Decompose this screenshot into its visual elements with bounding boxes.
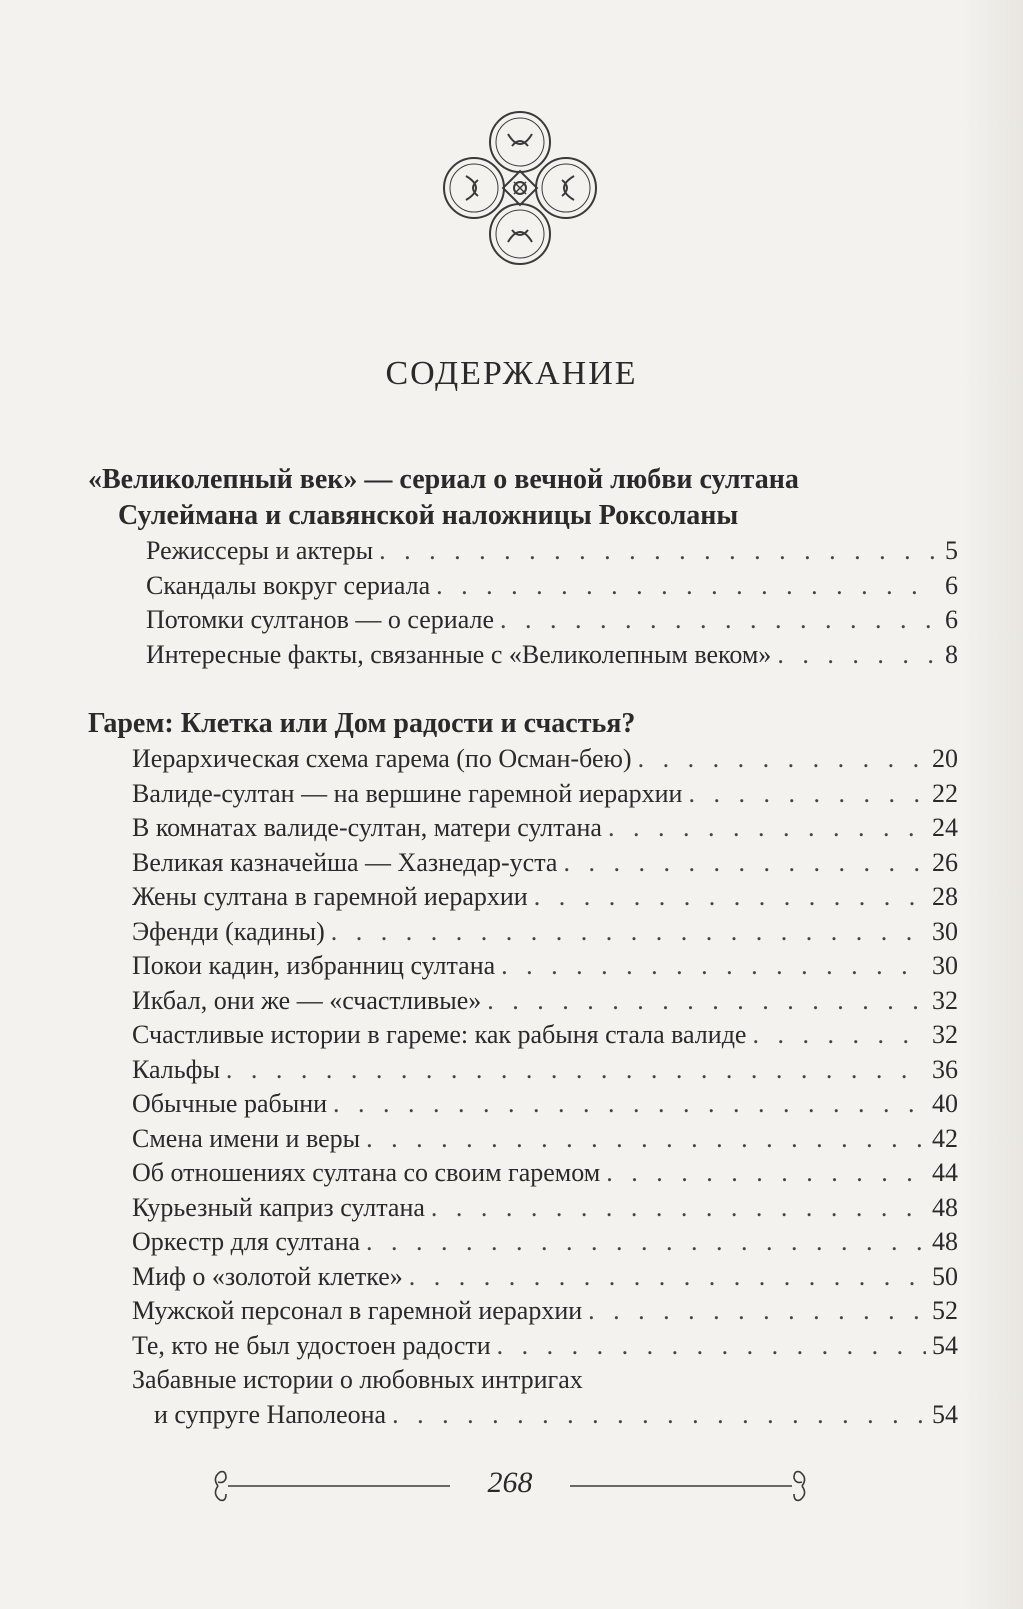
entry-page-number: 20 bbox=[932, 744, 958, 773]
entry-page-number: 28 bbox=[932, 882, 958, 911]
dot-leader bbox=[436, 569, 936, 604]
entry-page-number: 36 bbox=[932, 1054, 958, 1084]
entry-page-number: 5 bbox=[945, 536, 958, 565]
entry-title: Режиссеры и актеры bbox=[146, 536, 374, 565]
entry-title: Великая казначейша — Хазнедар-уста bbox=[132, 847, 558, 877]
entry-title: Жены султана в гаремной иерархии bbox=[132, 882, 528, 911]
dot-leader bbox=[331, 915, 926, 950]
entry-title: Мужской персонал в гаремной иерархии bbox=[132, 1296, 583, 1325]
dot-leader bbox=[752, 1018, 926, 1053]
entry-page-number: 50 bbox=[932, 1261, 958, 1291]
table-of-contents bbox=[88, 462, 958, 1432]
page-footer bbox=[210, 1460, 810, 1510]
entry-title: Оркестр для султана bbox=[132, 1227, 361, 1256]
section-gap bbox=[88, 672, 958, 706]
entry-title: Покои кадин, избранниц султана bbox=[132, 951, 496, 980]
toc-entry[interactable] bbox=[88, 1156, 958, 1191]
toc-entry[interactable] bbox=[88, 534, 958, 569]
entry-page-number: 52 bbox=[932, 1296, 958, 1325]
entry-page-number: 24 bbox=[932, 813, 958, 842]
entry-title: Те, кто не был удостоен радости bbox=[132, 1330, 491, 1360]
entry-page-number: 44 bbox=[932, 1158, 958, 1187]
dot-leader bbox=[431, 1191, 926, 1226]
toc-entry[interactable] bbox=[88, 742, 958, 777]
dot-leader bbox=[563, 846, 926, 881]
entry-title: Кальфы bbox=[132, 1054, 220, 1084]
dot-leader bbox=[487, 984, 926, 1019]
toc-entry[interactable] bbox=[88, 777, 958, 812]
section-heading-line: Сулеймана и славянской наложницы Роксоланы bbox=[118, 500, 739, 531]
entry-title: Потомки султанов — о сериале bbox=[146, 605, 494, 634]
entry-title: Обычные рабыни bbox=[132, 1089, 328, 1118]
dot-leader bbox=[608, 811, 926, 846]
dot-leader bbox=[688, 777, 926, 812]
page-title: СОДЕРЖАНИЕ bbox=[385, 355, 638, 392]
dot-leader bbox=[366, 1122, 926, 1157]
dot-leader bbox=[497, 1329, 926, 1364]
entry-title: Миф о «золотой клетке» bbox=[132, 1261, 403, 1291]
toc-entry[interactable] bbox=[88, 1294, 958, 1329]
dot-leader bbox=[777, 638, 936, 673]
toc-entry[interactable] bbox=[88, 1122, 958, 1157]
entry-page-number: 30 bbox=[932, 951, 958, 980]
entry-title: Икбал, они же — «счастливые» bbox=[132, 985, 482, 1015]
entry-title: Скандалы вокруг сериала bbox=[146, 570, 431, 600]
toc-entry[interactable] bbox=[88, 811, 958, 846]
toc-entry[interactable] bbox=[88, 1053, 958, 1088]
entry-page-number: 8 bbox=[945, 639, 958, 669]
entry-page-number: 54 bbox=[932, 1399, 958, 1429]
entry-page-number: 30 bbox=[932, 916, 958, 946]
toc-entry[interactable] bbox=[88, 1018, 958, 1053]
toc-entry[interactable] bbox=[88, 1225, 958, 1260]
entry-title: Иерархическая схема гарема (по Осман-бею) bbox=[132, 744, 632, 773]
entry-title: Курьезный каприз султана bbox=[132, 1192, 425, 1222]
entry-page-number: 26 bbox=[932, 847, 958, 877]
dot-leader bbox=[606, 1156, 926, 1191]
toc-entry[interactable] bbox=[88, 846, 958, 881]
entry-page-number: 48 bbox=[932, 1192, 958, 1222]
entry-title: Счастливые истории в гареме: как рабыня стала валиде bbox=[132, 1020, 747, 1049]
toc-entry[interactable] bbox=[88, 949, 958, 984]
dot-leader bbox=[501, 949, 926, 984]
entry-title: Об отношениях султана со своим гаремом bbox=[132, 1158, 601, 1187]
toc-entry[interactable] bbox=[88, 1087, 958, 1122]
section-heading-line: «Великолепный век» — сериал о вечной любви султана bbox=[88, 464, 799, 495]
toc-entry[interactable] bbox=[88, 603, 958, 638]
entry-page-number: 48 bbox=[932, 1227, 958, 1256]
page-edge-shading bbox=[963, 0, 1023, 1609]
entry-page-number: 32 bbox=[932, 1020, 958, 1049]
toc-entry[interactable] bbox=[88, 1329, 958, 1364]
entry-title: Смена имени и веры bbox=[132, 1123, 361, 1153]
entry-page-number: 32 bbox=[932, 985, 958, 1015]
entry-title: В комнатах валиде-султан, матери султана bbox=[132, 813, 602, 842]
entry-title: Эфенди (кадины) bbox=[132, 916, 325, 946]
dot-leader bbox=[392, 1398, 926, 1433]
dot-leader bbox=[534, 880, 926, 915]
dot-leader bbox=[366, 1225, 926, 1260]
toc-entry[interactable] bbox=[88, 1363, 958, 1432]
entry-page-number: 42 bbox=[932, 1123, 958, 1153]
entry-page-number: 6 bbox=[945, 570, 958, 600]
entry-page-number: 22 bbox=[932, 778, 958, 808]
toc-entry[interactable] bbox=[88, 915, 958, 950]
toc-entry[interactable] bbox=[88, 1260, 958, 1295]
entry-page-number: 54 bbox=[932, 1330, 958, 1360]
entry-page-number: 40 bbox=[932, 1089, 958, 1118]
toc-entry[interactable] bbox=[88, 880, 958, 915]
entry-title: Интересные факты, связанные с «Великолепным веком» bbox=[146, 639, 772, 669]
dot-leader bbox=[588, 1294, 926, 1329]
toc-entry[interactable] bbox=[88, 1191, 958, 1226]
toc-entry[interactable] bbox=[88, 984, 958, 1019]
dot-leader bbox=[409, 1260, 926, 1295]
toc-entry[interactable] bbox=[88, 638, 958, 673]
dot-leader bbox=[500, 603, 936, 638]
entry-title-continued: и супруге Наполеона bbox=[154, 1399, 387, 1429]
floral-ornament-icon bbox=[438, 106, 602, 270]
dot-leader bbox=[379, 534, 936, 569]
dot-leader bbox=[333, 1087, 926, 1122]
entry-title: Валиде-султан — на вершине гаремной иерархии bbox=[132, 778, 683, 808]
section-heading: Гарем: Клетка или Дом радости и счастья? bbox=[88, 708, 636, 739]
page-number: 268 bbox=[487, 1466, 533, 1499]
dot-leader bbox=[638, 742, 926, 777]
toc-entry[interactable] bbox=[88, 569, 958, 604]
section-heading bbox=[88, 462, 958, 534]
entry-page-number: 6 bbox=[945, 605, 958, 634]
entry-title: Забавные истории о любовных интригах bbox=[132, 1365, 583, 1394]
dot-leader bbox=[226, 1053, 926, 1088]
